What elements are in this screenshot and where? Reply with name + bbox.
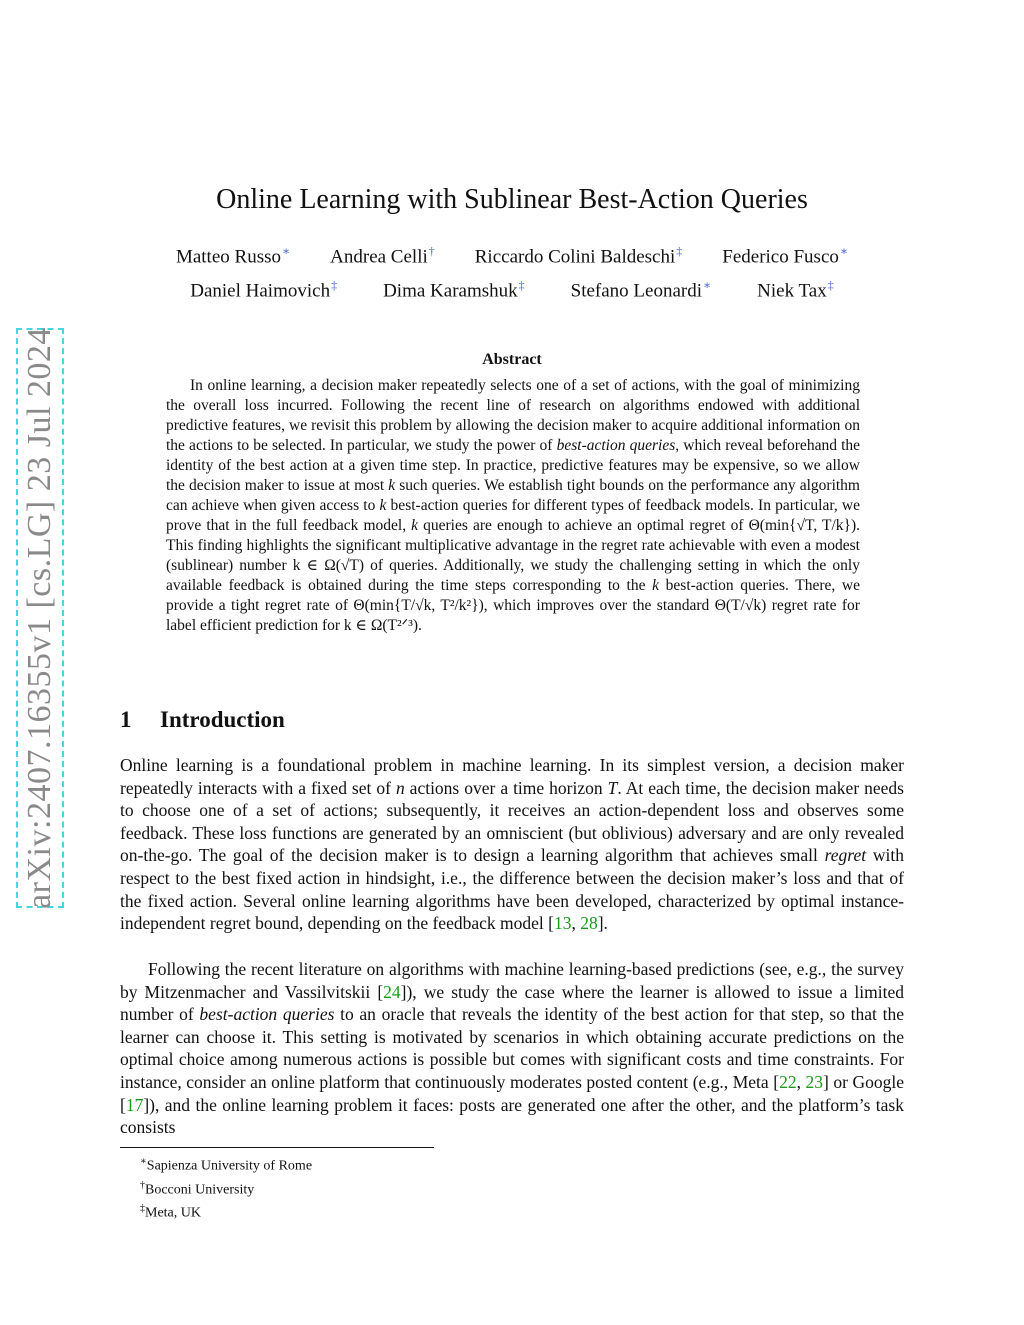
affiliation-mark[interactable]: ‡ (827, 278, 834, 292)
footnote: †Bocconi University (140, 1179, 255, 1198)
footnote: ∗Sapienza University of Rome (140, 1156, 313, 1174)
footnote-divider (120, 1147, 434, 1148)
footnote: ‡Meta, UK (140, 1203, 201, 1221)
citation-link[interactable]: 22 (779, 1071, 797, 1092)
math: k ∈ Ω(T²ᐟ³) (343, 617, 419, 634)
paragraph: Following the recent literature on algorithms with machine learning-based predictions (see, e.g., the survey by Mitzenmacher and Vassilvitskii [24]), we study the case where the learner is allowed to issue a limited number of best-action queries to an oracle that reveals the identity of the best action for that step, so that the learner can choose it. This setting is motivated by scenarios in which obtaining accurate predictions on the optimal choice among numerous actions is possible but comes with significant costs and time constraints. For instance, consider an online platform that continuously moderates posted content (e.g., Meta [22, 23] or Google [17]), and the online learning problem it faces: posts are generated one after the other, and the platform’s task consists (120, 959, 904, 1138)
author: Niek Tax‡ (757, 278, 834, 302)
affiliation-mark[interactable]: ∗ (281, 244, 291, 258)
author: Andrea Celli† (330, 244, 435, 268)
citation-link[interactable]: 13 (553, 913, 572, 934)
citation-link[interactable]: 23 (805, 1071, 823, 1092)
abstract-heading: Abstract (482, 351, 542, 368)
math: Θ(min{T/√k, T²/k²}) (353, 597, 484, 614)
affiliation-mark[interactable]: ‡ (676, 244, 683, 258)
math: k ∈ Ω(√T) (292, 557, 365, 574)
paper-title: Online Learning with Sublinear Best-Action Queries (216, 184, 808, 215)
citation-link[interactable]: 28 (580, 913, 598, 934)
author: Stefano Leonardi∗ (570, 278, 712, 302)
affiliation-mark[interactable]: ∗ (703, 278, 712, 292)
citation-link[interactable]: 24 (383, 981, 401, 1002)
author-row-2 (0, 278, 1024, 302)
author: Matteo Russo∗ (175, 244, 291, 268)
math: Θ(min{√T, T/k}) (748, 517, 857, 534)
abstract-text: In online learning, a decision maker repeatedly selects one of a set of actions, with the goal of minimizing the overall loss incurred. Following the recent line of research on algorithms endowed with additional predictive features, we revisit this problem by allowing the decision maker to acquire additional information on the actions to be selected. In particular, we study the power of best-action queries, which reveal beforehand the identity of the best action at a given time step. In practice, predictive features may be expensive, so we allow the decision maker to issue at most k such queries. We establish tight bounds on the performance any algorithm can achieve when given access to k best-action queries for different types of feedback models. In particular, we prove that in the full feedback model, k queries are enough to achieve an optimal regret of Θ(min{√T, T/k}). This finding highlights the significant multiplicative advantage in the regret rate achievable with even a modest (sublinear) number k ∈ Ω(√T) of queries. Additionally, we study the challenging setting in which the only available feedback is obtained during the time steps corresponding to the k best-action queries. There, we provide a tight regret rate of Θ(min{T/√k, T²/k²}), which improves over the standard Θ(T/√k) regret rate for label efficient prediction for k ∈ Ω(T²ᐟ³). (166, 377, 861, 634)
affiliation-mark[interactable]: † (428, 244, 435, 258)
author-row-1 (0, 244, 1024, 268)
affiliation-mark[interactable]: ‡ (518, 278, 525, 292)
author: Daniel Haimovich‡ (190, 278, 338, 302)
affiliation-mark[interactable]: ∗ (839, 244, 849, 258)
author: Riccardo Colini Baldeschi‡ (474, 244, 683, 268)
section-heading: 1 Introduction (120, 707, 285, 732)
author: Federico Fusco∗ (722, 244, 849, 268)
arxiv-stamp-text: arXiv:2407.16355v1 [cs.LG] 23 Jul 2024 (21, 327, 58, 909)
paragraph: Online learning is a foundational problem in machine learning. In its simplest version, a decision maker repeatedly interacts with a fixed set of n actions over a time horizon T. At each time, the decision maker needs to choose one of a set of actions; subsequently, it receives an action-dependent loss and observes some feedback. These loss functions are generated by an omniscient (but oblivious) adversary and are only revealed on-the-go. The goal of the decision maker is to design a learning algorithm that achieves small regret with respect to the best fixed action in hindsight, i.e., the difference between the decision maker’s loss and that of the fixed action. Several online learning algorithms have been developed, characterized by optimal instance-independent regret bound, depending on the feedback model [13, 28]. (120, 755, 904, 934)
arxiv-stamp (16, 328, 64, 908)
affiliation-mark[interactable]: ‡ (331, 278, 338, 292)
math: Θ(T/√k) (714, 597, 767, 614)
footnotes (140, 1152, 312, 1223)
author: Dima Karamshuk‡ (383, 278, 525, 302)
citation-link[interactable]: 17 (125, 1094, 144, 1115)
